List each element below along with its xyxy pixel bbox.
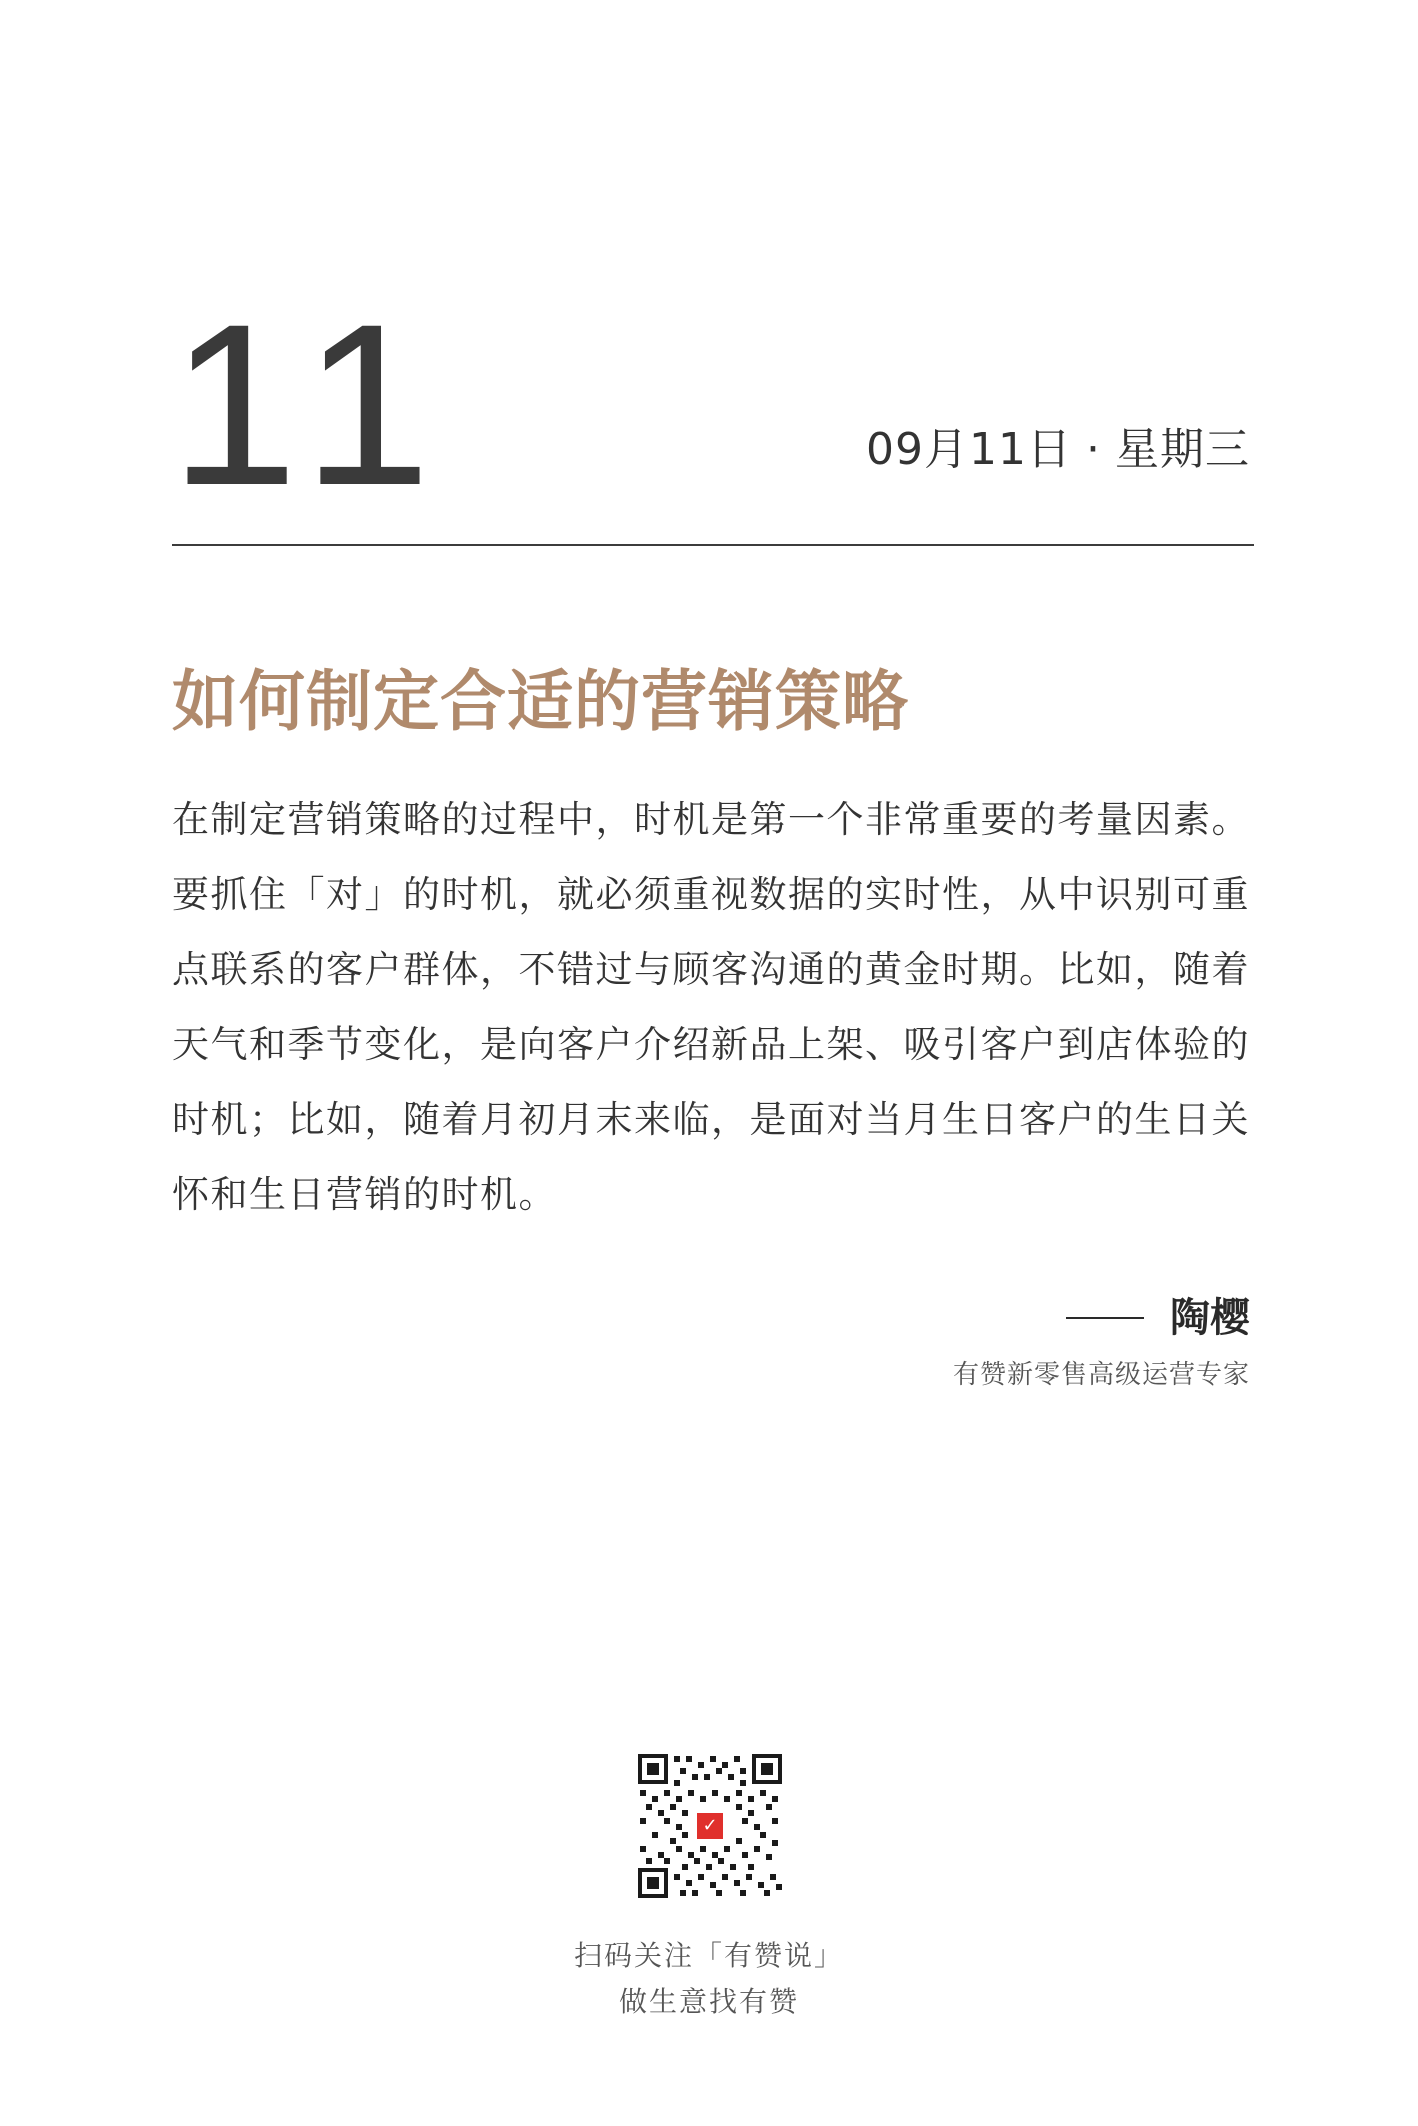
author-role: 有赞新零售高级运营专家 xyxy=(952,1360,1250,1390)
article-title: 如何制定合适的营销策略 xyxy=(172,663,909,740)
weekday-text: 星期三 xyxy=(1115,424,1250,475)
author-dash xyxy=(1066,1317,1144,1319)
author-name-line xyxy=(953,1290,1250,1346)
article-body: 在制定营销策略的过程中，时机是第一个非常重要的考量因素。要抓住「对」的时机，就必须重视数据的实时性，从中识别可重点联系的客户群体，不错过与顾客沟通的黄金时期。比如，随着天气和季节变化，是向客户介绍新品上架、吸引客户到店体验的时机；比如，随着月初月末来临，是面对当月生日客户的生日关怀和生日营销的时机。 xyxy=(172,798,1250,1216)
date-text: 09月11日 xyxy=(866,424,1072,475)
author-name: 陶樱 xyxy=(1170,1295,1250,1341)
qr-caption-line2: 做生意找有赞 xyxy=(618,1985,799,2018)
author-block xyxy=(953,1290,1250,1392)
date-line xyxy=(866,422,1250,478)
youzan-logo-icon: ✓ xyxy=(694,1810,726,1842)
header-divider xyxy=(172,544,1254,546)
qr-code[interactable] xyxy=(638,1754,782,1898)
date-separator: · xyxy=(1086,424,1101,475)
day-number: 11 xyxy=(170,276,453,533)
qr-caption-line1: 扫码关注「有赞说」 xyxy=(573,1939,844,1972)
